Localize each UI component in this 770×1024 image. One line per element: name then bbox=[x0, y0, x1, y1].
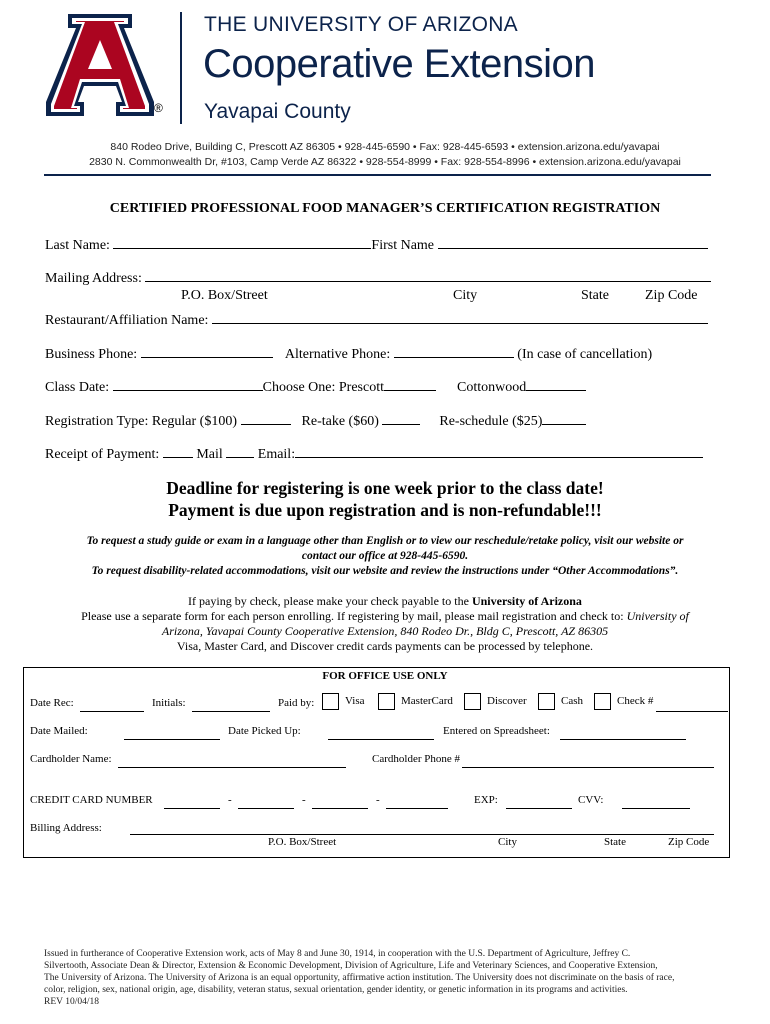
cash-label: Cash bbox=[561, 695, 583, 708]
mailing-address-field[interactable] bbox=[145, 269, 711, 282]
footer-line-3: The University of Arizona. The University of Arizona is an equal opportunity, affirmative action institution. The University does not discriminate on the basis of race, bbox=[44, 973, 675, 983]
ua-logo bbox=[46, 14, 154, 116]
billing-po-box-label: P.O. Box/Street bbox=[268, 836, 337, 848]
cc-group-3[interactable] bbox=[312, 807, 368, 809]
discover-checkbox[interactable] bbox=[464, 693, 481, 710]
cottonwood-label: Cottonwood bbox=[456, 380, 527, 395]
mastercard-checkbox[interactable] bbox=[378, 693, 395, 710]
cancel-note: (In case of cancellation) bbox=[517, 347, 653, 362]
restaurant-row bbox=[45, 311, 708, 329]
regular-field[interactable] bbox=[241, 412, 291, 425]
check-option[interactable] bbox=[594, 693, 653, 710]
cash-option[interactable] bbox=[538, 693, 583, 710]
check-note-text: If paying by check, please make your check payable to the bbox=[188, 594, 472, 608]
reg-type-row bbox=[45, 412, 586, 430]
office-use-title: FOR OFFICE USE ONLY bbox=[322, 670, 448, 682]
check-number-field[interactable] bbox=[656, 710, 728, 712]
business-phone-field[interactable] bbox=[141, 345, 273, 358]
discover-label: Discover bbox=[487, 695, 527, 708]
billing-state-label: State bbox=[604, 836, 626, 848]
cc-dash-3: - bbox=[376, 794, 380, 806]
zip-label: Zip Code bbox=[645, 288, 698, 303]
cash-checkbox[interactable] bbox=[538, 693, 555, 710]
footer-line-4: color, religion, sex, national origin, age, disability, veteran status, sexual orientation, gender identity, or genetic information in its programs and activities. bbox=[44, 985, 628, 995]
address-line-2: 2830 N. Commonwealth Dr, #103, Camp Verde AZ 86322 • 928-554-8999 • Fax: 928-554-8996 • extension.arizona.edu/yavapai bbox=[89, 156, 681, 168]
choose-one-label: Choose One: Prescott bbox=[262, 380, 384, 395]
cc-group-1[interactable] bbox=[164, 807, 220, 809]
prescott-field[interactable] bbox=[384, 378, 436, 391]
university-name: THE UNIVERSITY OF ARIZONA bbox=[204, 13, 518, 36]
address-line-1: 840 Rodeo Drive, Building C, Prescott AZ 86305 • 928-445-6590 • Fax: 928-445-6593 • extension.arizona.edu/yavapai bbox=[110, 141, 660, 153]
separate-form-note bbox=[0, 609, 770, 624]
mail-to-part-1: University of bbox=[626, 609, 689, 623]
cc-group-2[interactable] bbox=[238, 807, 294, 809]
check-payee: University of Arizona bbox=[471, 594, 582, 608]
discover-option[interactable] bbox=[464, 693, 527, 710]
last-name-field[interactable] bbox=[113, 236, 371, 249]
date-mailed-label: Date Mailed: bbox=[30, 725, 88, 737]
cards-note: Visa, Master Card, and Discover credit cards payments can be processed by telephone. bbox=[176, 639, 594, 653]
program-name: Cooperative Extension bbox=[203, 42, 595, 86]
cvv-field[interactable] bbox=[622, 807, 690, 809]
header-rule bbox=[44, 174, 711, 176]
po-box-label: P.O. Box/Street bbox=[181, 288, 268, 303]
cottonwood-field[interactable] bbox=[526, 378, 586, 391]
footer-disclaimer bbox=[44, 948, 674, 1008]
retake-label: Re-take ($60) bbox=[301, 414, 379, 429]
cardholder-phone-field[interactable] bbox=[462, 766, 714, 768]
cc-number-label: CREDIT CARD NUMBER bbox=[30, 794, 153, 806]
mailing-row bbox=[45, 269, 711, 287]
reschedule-field[interactable] bbox=[542, 412, 586, 425]
revision-date: REV 10/04/18 bbox=[44, 997, 99, 1007]
mastercard-option[interactable] bbox=[378, 693, 453, 710]
class-date-field[interactable] bbox=[113, 378, 263, 391]
date-mailed-field[interactable] bbox=[124, 738, 220, 740]
date-picked-field[interactable] bbox=[328, 738, 434, 740]
initials-label: Initials: bbox=[152, 697, 186, 709]
restaurant-field[interactable] bbox=[212, 311, 708, 324]
check-note bbox=[0, 594, 770, 609]
mail-label: Mail bbox=[196, 447, 223, 462]
retake-field[interactable] bbox=[382, 412, 420, 425]
alt-phone-field[interactable] bbox=[394, 345, 514, 358]
entered-label: Entered on Spreadsheet: bbox=[443, 725, 550, 737]
class-date-label: Class Date: bbox=[45, 380, 110, 395]
last-name-label: Last Name: bbox=[45, 238, 110, 253]
footer-line-2: Silvertooth, Associate Dean & Director, Extension & Economic Development, Division of Agriculture, Life and Veterinary Sciences, and Cooperative Extension, bbox=[44, 961, 658, 971]
cardholder-name-label: Cardholder Name: bbox=[30, 753, 112, 765]
billing-label: Billing Address: bbox=[30, 822, 102, 834]
paid-by-label: Paid by: bbox=[278, 697, 315, 709]
billing-field[interactable] bbox=[130, 833, 714, 835]
header-divider bbox=[180, 12, 182, 124]
first-name-field[interactable] bbox=[438, 236, 708, 249]
entered-field[interactable] bbox=[560, 738, 686, 740]
alt-phone-label: Alternative Phone: bbox=[284, 347, 391, 362]
billing-zip-label: Zip Code bbox=[668, 836, 710, 848]
cvv-label: CVV: bbox=[578, 794, 604, 806]
check-label: Check # bbox=[617, 695, 654, 708]
cardholder-name-field[interactable] bbox=[118, 766, 346, 768]
restaurant-label: Restaurant/Affiliation Name: bbox=[45, 313, 209, 328]
receipt-email-field[interactable] bbox=[226, 445, 254, 458]
billing-city-label: City bbox=[498, 836, 517, 848]
city-label: City bbox=[453, 288, 478, 303]
mail-to-part-2: Arizona, Yavapai County Cooperative Extension, 840 Rodeo Dr., Bldg C, Prescott, AZ 86305 bbox=[161, 624, 609, 638]
cc-group-4[interactable] bbox=[386, 807, 448, 809]
phone-row bbox=[45, 345, 652, 363]
email-field[interactable] bbox=[295, 445, 703, 458]
email-label: Email: bbox=[257, 447, 296, 462]
name-row bbox=[45, 236, 708, 254]
receipt-label: Receipt of Payment: bbox=[45, 447, 160, 462]
study-guide-line-1: To request a study guide or exam in a language other than English or to view our reschedule/retake policy, visit our website or bbox=[86, 535, 684, 547]
cc-dash-1: - bbox=[228, 794, 232, 806]
cc-dash-2: - bbox=[302, 794, 306, 806]
mailing-address-label: Mailing Address: bbox=[45, 271, 142, 286]
visa-option[interactable] bbox=[322, 693, 365, 710]
visa-checkbox[interactable] bbox=[322, 693, 339, 710]
date-rec-label: Date Rec: bbox=[30, 697, 74, 709]
exp-label: EXP: bbox=[474, 794, 498, 806]
ua-a-logo-icon bbox=[46, 14, 154, 116]
cardholder-phone-label: Cardholder Phone # bbox=[372, 753, 460, 765]
date-rec-field[interactable] bbox=[80, 710, 144, 712]
mastercard-label: MasterCard bbox=[401, 695, 453, 708]
footer-line-1: Issued in furtherance of Cooperative Extension work, acts of May 8 and June 30, 1914, in cooperation with the U.S. Department of Agriculture, Jeffrey C. bbox=[44, 949, 631, 959]
reschedule-label: Re-schedule ($25) bbox=[439, 414, 543, 429]
separate-form-text: Please use a separate form for each person enrolling. If registering by mail, please mail registration and check to: bbox=[81, 609, 627, 623]
receipt-mail-field[interactable] bbox=[163, 445, 193, 458]
form-title: CERTIFIED PROFESSIONAL FOOD MANAGER’S CERTIFICATION REGISTRATION bbox=[109, 201, 661, 216]
receipt-row bbox=[45, 445, 703, 463]
exp-field[interactable] bbox=[506, 807, 572, 809]
first-name-label: First Name bbox=[371, 238, 435, 253]
disability-note: To request disability-related accommodations, visit our website and review the instructions under “Other Accommodations”. bbox=[91, 565, 679, 577]
study-guide-line-2: contact our office at 928-445-6590. bbox=[301, 550, 469, 562]
registered-mark: ® bbox=[154, 101, 163, 115]
visa-label: Visa bbox=[345, 695, 365, 708]
state-label: State bbox=[581, 288, 609, 303]
reg-type-label: Registration Type: Regular ($100) bbox=[45, 414, 238, 429]
deadline-line-2: Payment is due upon registration and is non-refundable!!! bbox=[168, 500, 602, 520]
deadline-line-1: Deadline for registering is one week prior to the class date! bbox=[166, 478, 604, 498]
check-checkbox[interactable] bbox=[594, 693, 611, 710]
class-row bbox=[45, 378, 586, 396]
county-name: Yavapai County bbox=[204, 100, 351, 123]
initials-field[interactable] bbox=[192, 710, 270, 712]
date-picked-label: Date Picked Up: bbox=[228, 725, 301, 737]
business-phone-label: Business Phone: bbox=[45, 347, 138, 362]
